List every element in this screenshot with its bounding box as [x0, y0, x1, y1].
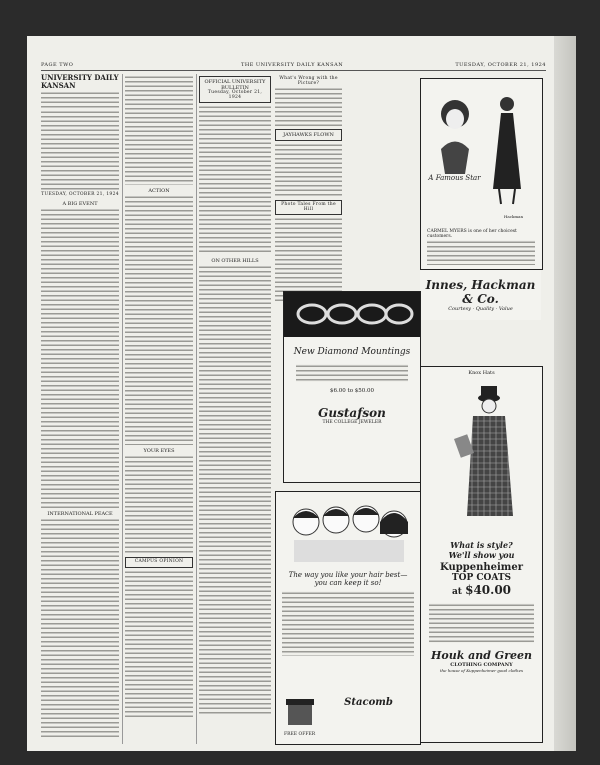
- headline-jayhawks-flown: JAYHAWKS FLOWN: [275, 129, 342, 141]
- jar-illustration: [284, 697, 316, 729]
- kupp-at: at: [451, 587, 462, 597]
- ad-stacomb: [275, 491, 421, 745]
- ad-innes-hackman: [420, 270, 541, 320]
- innes-name: Innes, Hackman & Co.: [425, 278, 536, 306]
- dateline: TUESDAY, OCTOBER 21, 1924: [41, 192, 119, 197]
- newspaper-page: [27, 36, 576, 751]
- headline-other-hills: ON OTHER HILLS: [211, 258, 259, 264]
- ad-kuppenheimer: [420, 366, 543, 743]
- header-right: TUESDAY, OCTOBER 21, 1924: [455, 62, 546, 68]
- star-body: CARMEL MYERS is one of her choicest customers.: [427, 229, 517, 239]
- headline-international-peace: INTERNATIONAL PEACE: [47, 510, 113, 517]
- page-edge: [554, 36, 576, 751]
- headline-big-event: A BIG EVENT: [62, 200, 98, 207]
- houk-tagline: the house of Kuppenheimer good clothes: [439, 668, 524, 673]
- bulletin-box: [199, 76, 271, 103]
- header-center: THE UNIVERSITY DAILY KANSAN: [241, 62, 344, 68]
- coat-man-illustration: [421, 376, 542, 526]
- column-4: [275, 74, 342, 302]
- innes-tagline: Courtesy · Quality · Value: [448, 306, 513, 312]
- star-note: Hackman: [503, 214, 524, 219]
- knox-hats: Knox Hats: [468, 370, 495, 376]
- kupp-coats: TOP COATS: [451, 573, 512, 583]
- kupp-price: $40.00: [465, 583, 512, 597]
- column-1: [41, 74, 119, 744]
- ad-diamond-mountings: [283, 291, 421, 483]
- rings-illustration: [284, 292, 420, 337]
- star-caption: A Famous Star: [428, 174, 481, 182]
- kupp-answer: We'll show you: [448, 550, 515, 560]
- bulletin-date: Tuesday, October 21, 1924: [207, 90, 263, 100]
- kupp-question: What is style?: [450, 540, 513, 550]
- masthead: UNIVERSITY DAILY KANSAN: [41, 73, 119, 90]
- headline-action: ACTION: [148, 188, 170, 194]
- column-2: [125, 74, 193, 744]
- heads-illustration: [276, 492, 420, 567]
- diamond-price: $6.00 to $50.00: [329, 388, 374, 394]
- headline-whats-wrong: What's Wrong with the Picture?: [279, 76, 338, 86]
- header-left: PAGE TWO: [41, 62, 74, 68]
- gustafson-tagline: THE COLLEGE JEWELER: [322, 420, 382, 425]
- stacomb-headline: The way you like your hair best—you can keep it so!: [288, 571, 408, 587]
- free-offer: FREE OFFER: [284, 732, 316, 737]
- bulletin-title: OFFICIAL UNIVERSITY BULLETIN: [204, 79, 266, 91]
- stacomb-logo: Stacomb: [344, 697, 393, 708]
- star-illustration: [421, 79, 542, 209]
- gustafson-logo: Gustafson: [318, 406, 386, 420]
- headline-your-eyes: YOUR EYES: [143, 448, 175, 454]
- houk-green-logo: Houk and Green: [430, 649, 532, 662]
- photo-tales-box: Photo Tales From the Hill: [275, 200, 342, 215]
- page-header: [41, 62, 546, 71]
- diamond-title: New Diamond Mountings: [293, 347, 411, 357]
- campus-opinion-box: CAMPUS OPINION: [125, 557, 193, 568]
- column-3: [199, 74, 271, 744]
- houk-company: CLOTHING COMPANY: [450, 662, 513, 668]
- kupp-name: Kuppenheimer: [439, 562, 523, 573]
- ad-famous-star: [420, 78, 543, 270]
